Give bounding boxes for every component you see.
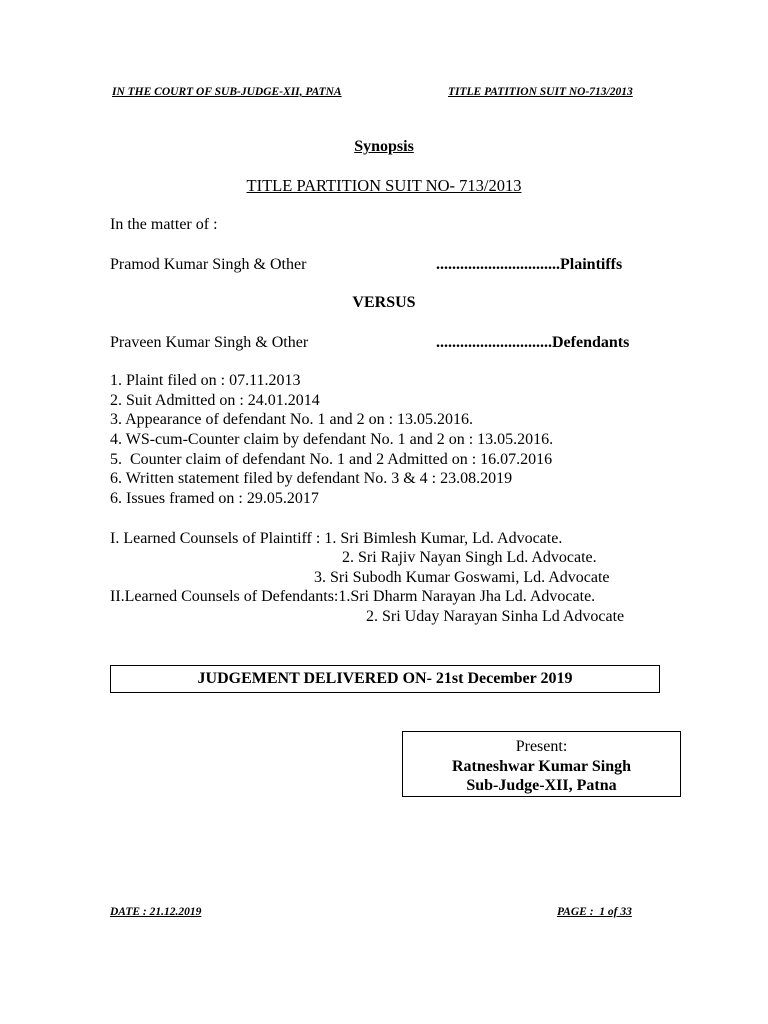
court-header: IN THE COURT OF SUB-JUDGE-XII, PATNA xyxy=(112,86,342,98)
plaintiff-name: Pramod Kumar Singh & Other xyxy=(110,256,307,273)
counsel-line: 2. Sri Uday Narayan Sinha Ld Advocate xyxy=(366,608,625,625)
case-event-item: 6. Issues framed on : 29.05.2017 xyxy=(110,490,319,507)
case-event-item: 4. WS-cum-Counter claim by defendant No. 1 and 2 on : 13.05.2016. xyxy=(110,431,554,448)
present-label: Present: xyxy=(515,738,568,755)
counsel-line: I. Learned Counsels of Plaintiff : 1. Sri Bimlesh Kumar, Ld. Advocate. xyxy=(110,530,563,547)
presiding-officer-box xyxy=(402,731,681,797)
suit-title: TITLE PARTITION SUIT NO- 713/2013 xyxy=(246,176,522,195)
case-event-item: 2. Suit Admitted on : 24.01.2014 xyxy=(110,392,320,409)
defendant-label: .............................Defendants xyxy=(436,334,630,351)
synopsis-heading: Synopsis xyxy=(354,138,414,155)
suit-number-header: TITLE PATITION SUIT NO-713/2013 xyxy=(448,86,633,98)
judgement-date-text: JUDGEMENT DELIVERED ON- 21st December 2019 xyxy=(197,670,573,687)
footer-date: DATE : 21.12.2019 xyxy=(110,906,202,918)
counsel-line: II.Learned Counsels of Defendants:1.Sri Dharm Narayan Jha Ld. Advocate. xyxy=(110,588,596,605)
judgement-date-box xyxy=(110,665,660,693)
case-event-item: 1. Plaint filed on : 07.11.2013 xyxy=(110,372,301,389)
case-event-item: 3. Appearance of defendant No. 1 and 2 on : 13.05.2016. xyxy=(110,411,474,428)
judge-designation: Sub-Judge-XII, Patna xyxy=(466,777,617,794)
case-event-item: 5. Counter claim of defendant No. 1 and 2 Admitted on : 16.07.2016 xyxy=(110,451,553,468)
versus-label: VERSUS xyxy=(352,294,416,311)
counsel-line: 2. Sri Rajiv Nayan Singh Ld. Advocate. xyxy=(342,549,597,566)
judge-name: Ratneshwar Kumar Singh xyxy=(452,757,631,775)
matter-intro: In the matter of : xyxy=(110,216,218,233)
page-number: PAGE : 1 of 33 xyxy=(557,906,632,918)
plaintiff-label: ...............................Plaintiffs xyxy=(436,256,623,273)
counsel-line: 3. Sri Subodh Kumar Goswami, Ld. Advocate xyxy=(314,569,610,586)
defendant-name: Praveen Kumar Singh & Other xyxy=(110,334,309,351)
case-event-item: 6. Written statement filed by defendant No. 3 & 4 : 23.08.2019 xyxy=(110,470,513,487)
